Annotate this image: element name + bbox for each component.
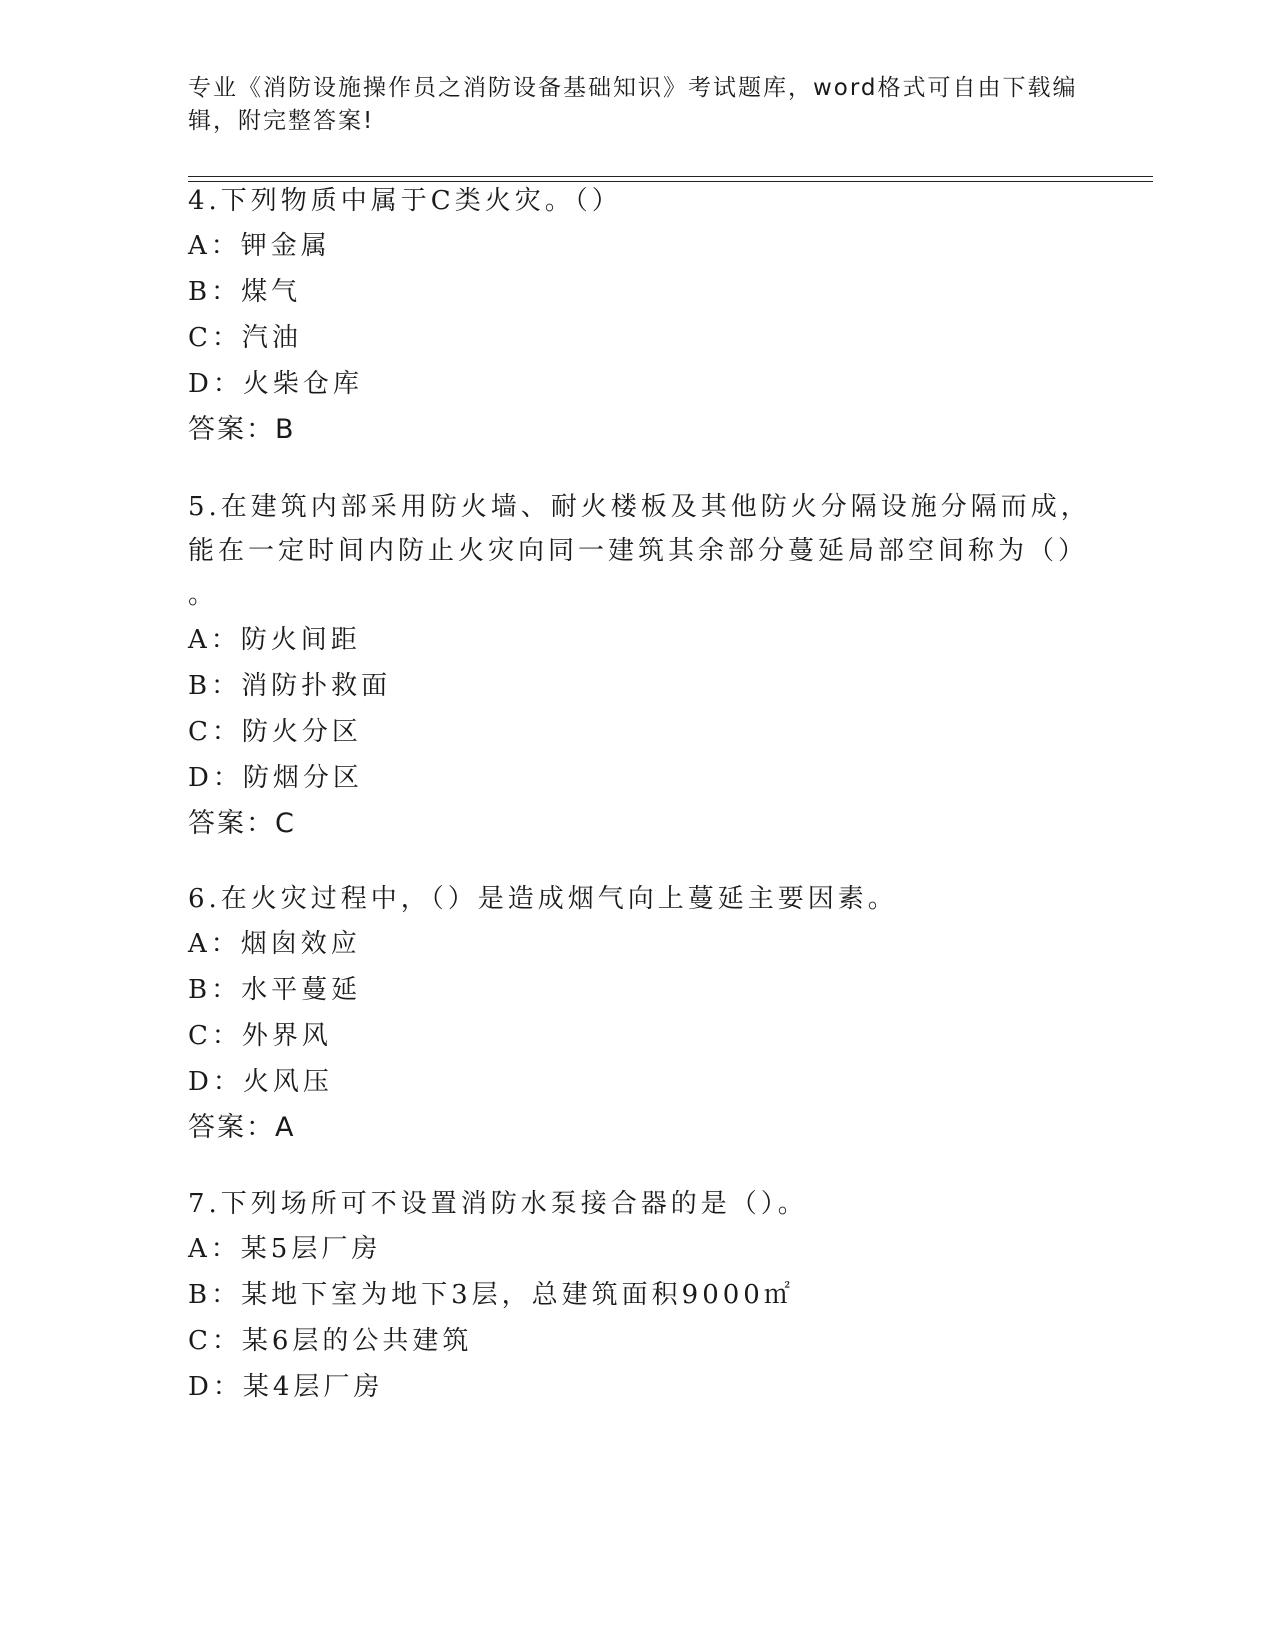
document-header — [188, 72, 1088, 138]
option-b: B：水平蔓延 — [188, 975, 362, 1005]
stem-line: 能在一定时间内防止火灾向同一建筑其余部分蔓延局部空间称为（） — [188, 536, 1089, 566]
answer-line: 答案：C — [188, 808, 296, 839]
stem-line: 。 — [188, 580, 219, 610]
stem-line: 5.在建筑内部采用防火墙、耐火楼板及其他防火分隔设施分隔而成， — [188, 492, 1091, 522]
header-line-2: 辑，附完整答案! — [188, 108, 375, 134]
stem-line: 4.下列物质中属于C类火灾。（） — [188, 186, 622, 216]
question-stem — [188, 492, 1091, 610]
option-d: D：火风压 — [188, 1067, 333, 1097]
header-rule-bottom — [188, 181, 1153, 182]
question-stem — [188, 1189, 1068, 1219]
question-stem — [188, 186, 1068, 216]
option-a: A：某5层厂房 — [188, 1234, 382, 1264]
option-b: B：煤气 — [188, 277, 302, 307]
option-a: A：烟囱效应 — [188, 929, 361, 959]
option-c: C：防火分区 — [188, 717, 362, 747]
question-6 — [188, 884, 1068, 1143]
question-7 — [188, 1189, 1068, 1418]
option-d: D：防烟分区 — [188, 763, 363, 793]
stem-line: 6.在火灾过程中，（）是造成烟气向上蔓延主要因素。 — [188, 884, 898, 914]
answer-line: 答案：A — [188, 1112, 296, 1143]
option-d: D：某4层厂房 — [188, 1372, 384, 1402]
option-d: D：火柴仓库 — [188, 369, 363, 399]
stem-line: 7.下列场所可不设置消防水泵接合器的是（）。 — [188, 1189, 808, 1219]
answer-line: 答案：B — [188, 414, 296, 445]
option-c: C：汽油 — [188, 323, 302, 353]
option-b: B：消防扑救面 — [188, 671, 392, 701]
option-a: A：钾金属 — [188, 231, 331, 261]
option-c: C：某6层的公共建筑 — [188, 1326, 473, 1356]
option-c: C：外界风 — [188, 1021, 332, 1051]
question-5 — [188, 492, 1091, 839]
question-4 — [188, 186, 1068, 445]
header-rule-top — [188, 176, 1153, 177]
option-b: B：某地下室为地下3层，总建筑面积9000㎡ — [188, 1280, 794, 1310]
option-a: A：防火间距 — [188, 625, 361, 655]
question-stem — [188, 884, 1068, 914]
header-line-1: 专业《消防设施操作员之消防设备基础知识》考试题库，word格式可自由下载编 — [188, 75, 1078, 101]
